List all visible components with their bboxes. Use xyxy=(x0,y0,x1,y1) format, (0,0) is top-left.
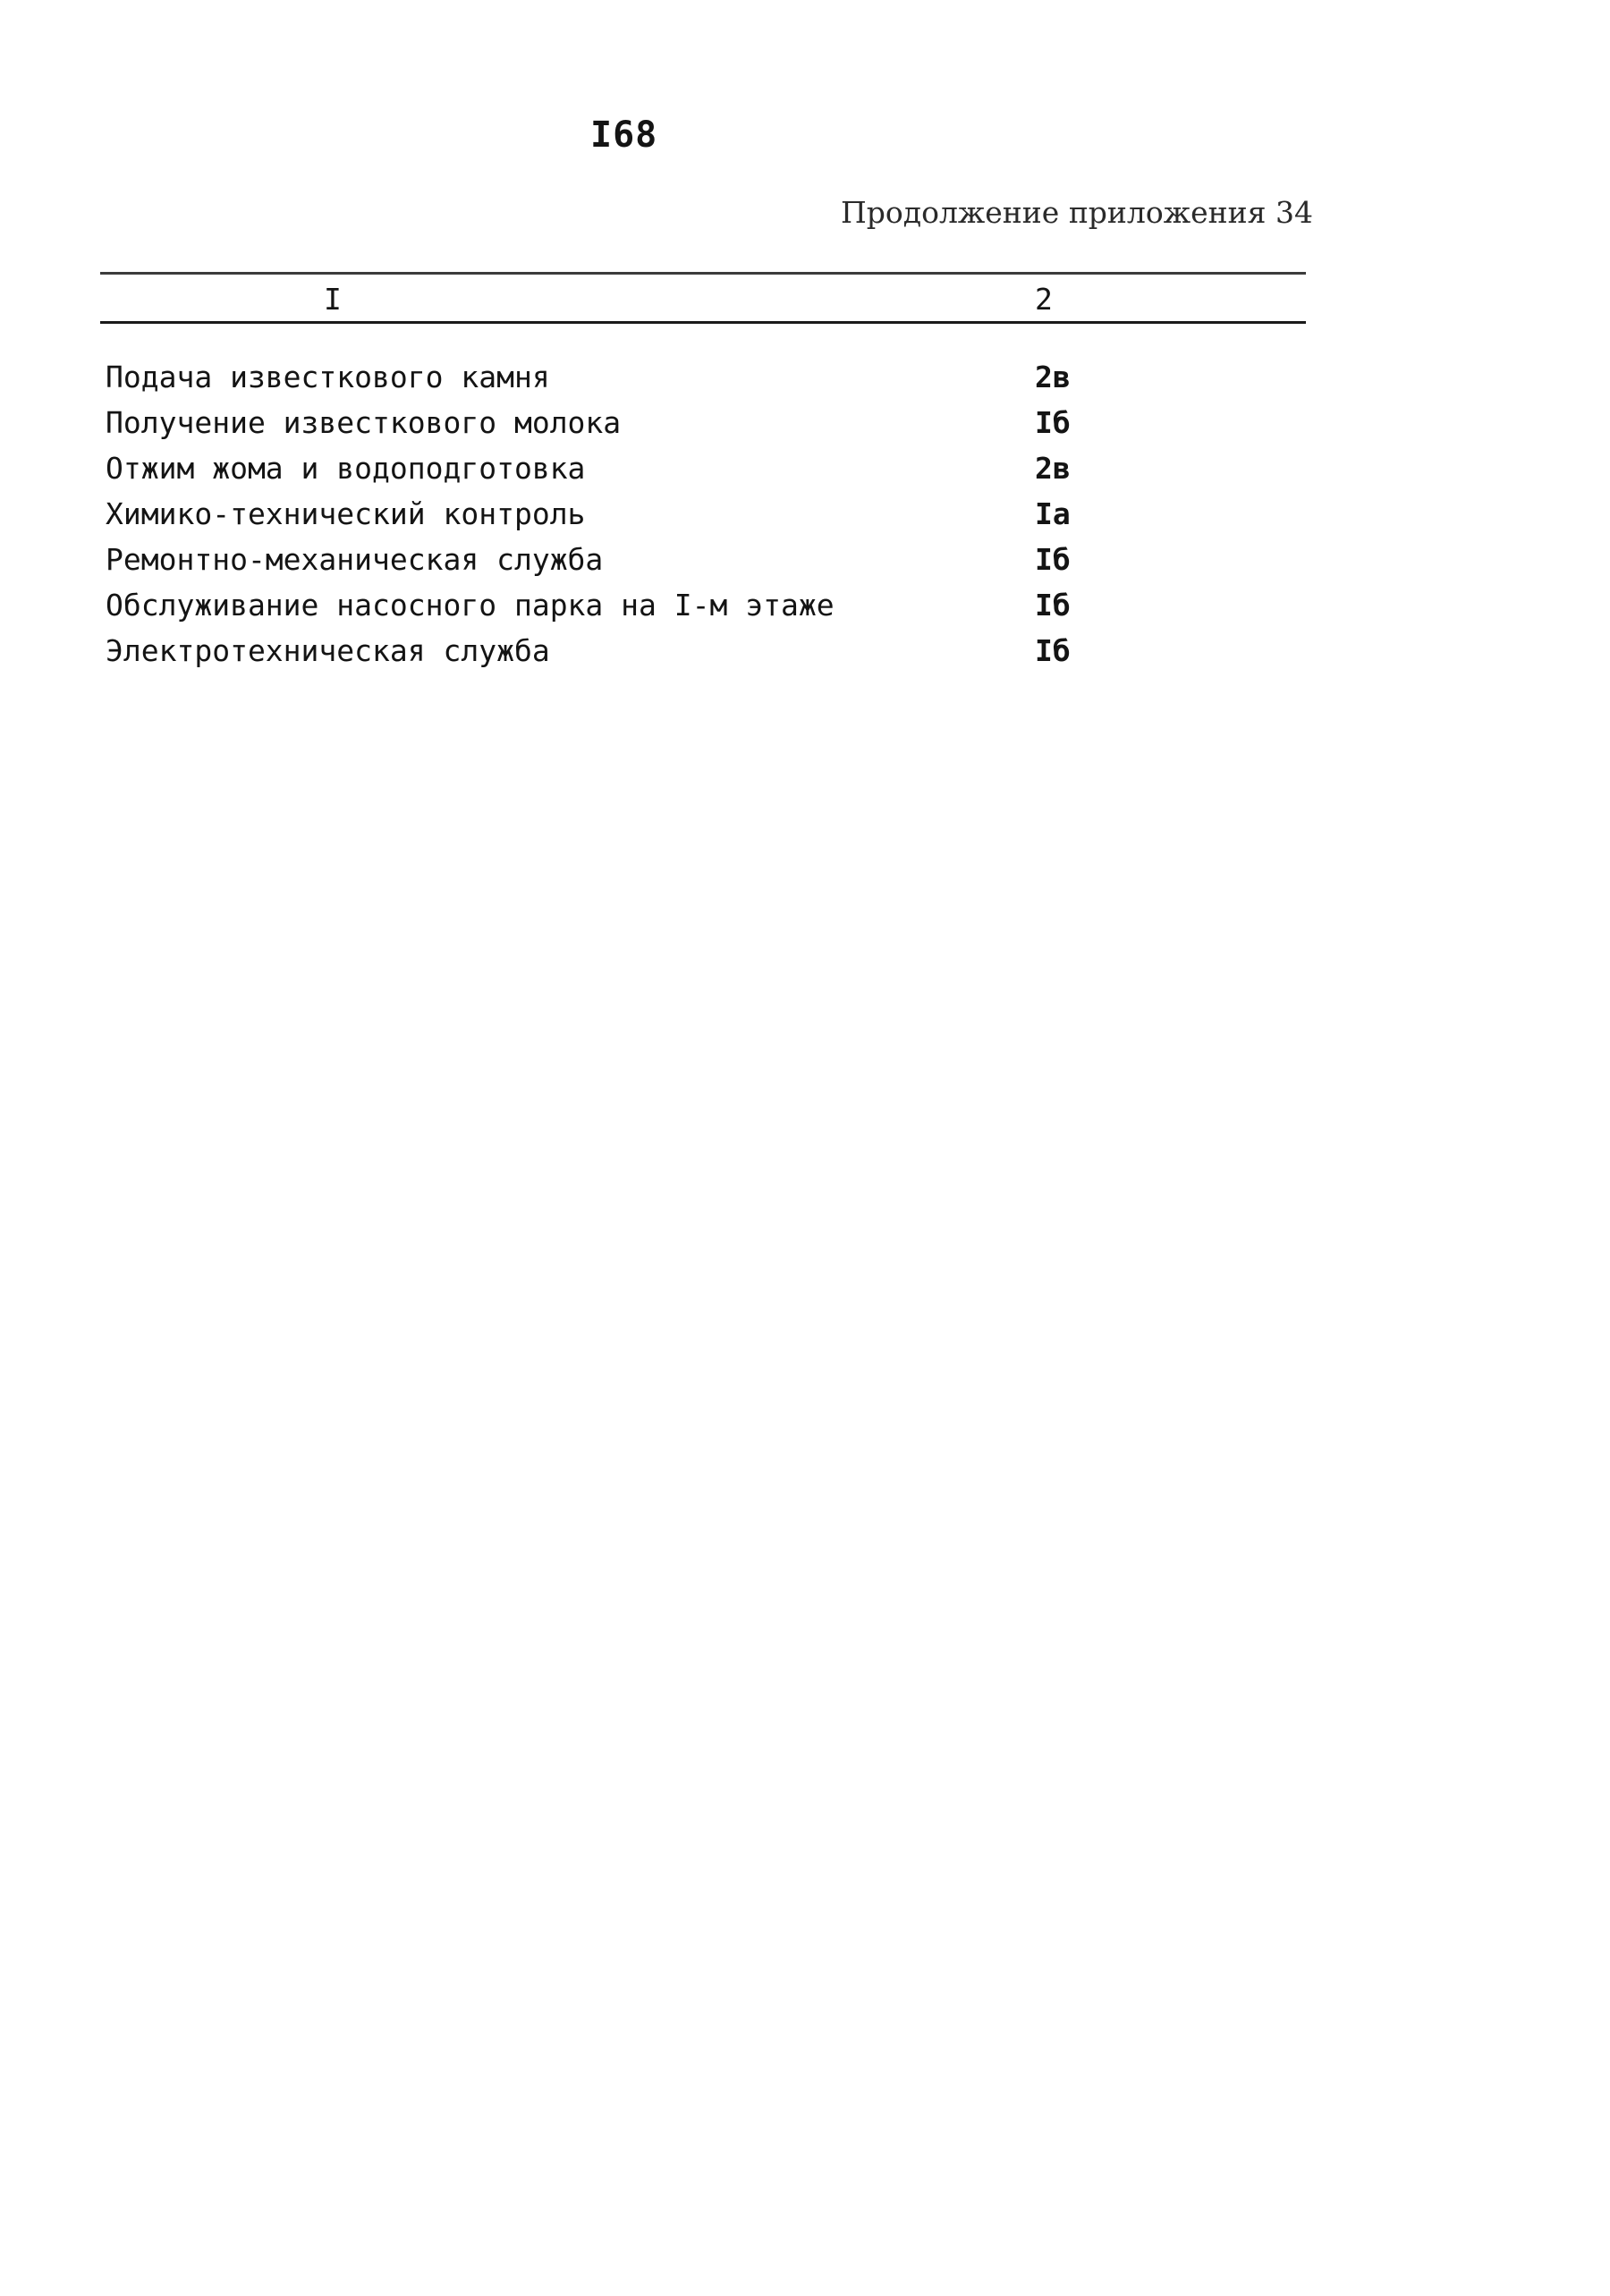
row-name: Химико-технический контроль xyxy=(106,496,586,531)
table-body xyxy=(100,360,1306,679)
row-category: Iа xyxy=(1035,496,1071,531)
column-header-1: I xyxy=(324,282,342,317)
table-header-row xyxy=(100,275,1306,321)
row-name: Электротехническая служба xyxy=(106,633,550,668)
row-category: 2в xyxy=(1035,360,1071,394)
table-header-rule xyxy=(100,321,1306,324)
table-row xyxy=(100,496,1306,542)
row-category: Iб xyxy=(1035,633,1071,668)
table-row xyxy=(100,360,1306,405)
table-row xyxy=(100,588,1306,633)
table-row xyxy=(100,405,1306,451)
page-number: I68 xyxy=(590,114,658,156)
appendix-table xyxy=(100,272,1306,679)
column-header-2: 2 xyxy=(1035,282,1053,317)
table-row xyxy=(100,451,1306,496)
table-row xyxy=(100,542,1306,588)
row-category: Iб xyxy=(1035,405,1071,440)
row-name: Подача известкового камня xyxy=(106,360,550,394)
table-row xyxy=(100,633,1306,679)
row-category: Iб xyxy=(1035,588,1071,623)
row-category: 2в xyxy=(1035,451,1071,486)
continuation-caption: Продолжение приложения 34 xyxy=(841,195,1313,230)
row-name: Обслуживание насосного парка на I-м этаже xyxy=(106,588,835,623)
row-category: Iб xyxy=(1035,542,1071,577)
row-name: Ремонтно-механическая служба xyxy=(106,542,604,577)
row-name: Получение известкового молока xyxy=(106,405,622,440)
row-name: Отжим жома и водоподготовка xyxy=(106,451,586,486)
